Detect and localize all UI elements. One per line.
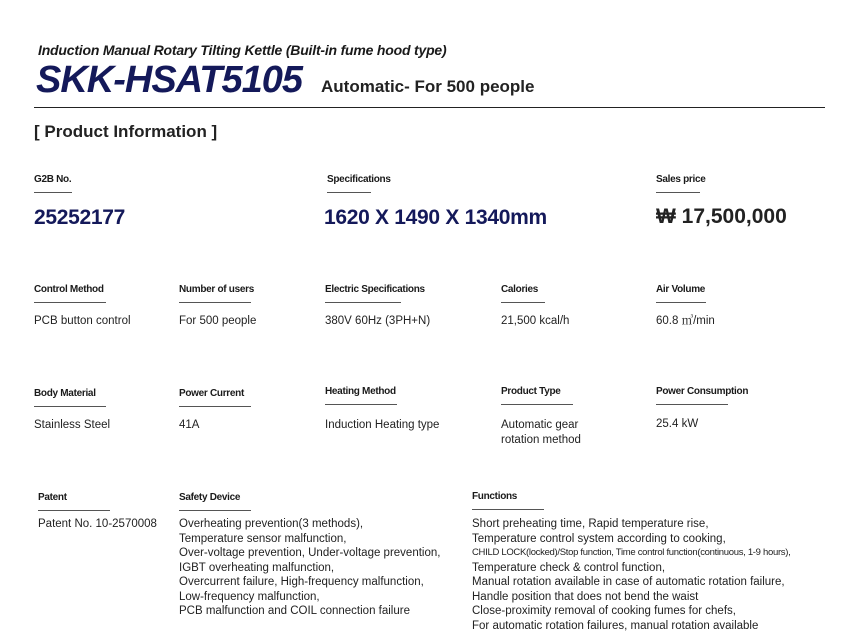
air-volume-field	[656, 279, 706, 303]
heating-method-underline	[325, 404, 397, 405]
number-of-users-field	[179, 279, 254, 303]
g2b-field	[34, 169, 72, 193]
power-consumption-field	[656, 381, 748, 405]
safety-device-item: Over-voltage prevention, Under-voltage prevention,	[179, 547, 441, 559]
power-current-value: 41A	[179, 419, 200, 431]
heating-method-value: Induction Heating type	[325, 419, 440, 431]
number-of-users-value: For 500 people	[179, 315, 257, 327]
functions-item: Close-proximity removal of cooking fumes for chefs,	[472, 605, 736, 617]
safety-device-list	[179, 517, 440, 619]
heating-method-label: Heating Method	[325, 386, 396, 397]
power-current-underline	[179, 406, 251, 407]
patent-value: Patent No. 10-2570008	[38, 518, 157, 530]
specifications-label: Specifications	[327, 174, 391, 185]
specifications-value: 1620 X 1490 X 1340mm	[324, 206, 547, 229]
functions-label: Functions	[472, 491, 518, 502]
section-title: [ Product Information ]	[34, 122, 218, 141]
calories-label: Calories	[501, 284, 539, 295]
functions-item: Handle position that does not bend the waist	[472, 590, 699, 603]
safety-device-underline	[179, 510, 251, 511]
power-consumption-value: 25.4 kW	[656, 418, 699, 430]
specifications-underline	[327, 192, 371, 193]
functions-item: Short preheating time, Rapid temperature rise,	[472, 518, 709, 530]
product-subtitle: Induction Manual Rotary Tilting Kettle (Built-in fume hood type)	[38, 42, 447, 58]
body-material-underline	[34, 406, 106, 407]
sales-price-label: Sales price	[656, 174, 706, 185]
product-type-value	[501, 418, 581, 447]
patent-label: Patent	[38, 492, 67, 503]
patent-underline	[38, 510, 110, 511]
functions-list	[472, 517, 790, 633]
control-method-underline	[34, 302, 106, 303]
number-of-users-underline	[179, 302, 251, 303]
g2b-label: G2B No.	[34, 174, 72, 185]
product-type-value-line: Automatic gear	[501, 419, 579, 431]
calories-value: 21,500 kcal/h	[501, 315, 570, 327]
header-divider	[34, 107, 825, 108]
body-material-field	[34, 383, 106, 407]
product-type-value-line: rotation method	[501, 433, 581, 446]
control-method-label: Control Method	[34, 284, 104, 295]
power-current-label: Power Current	[179, 388, 245, 399]
electric-specifications-field	[325, 279, 425, 303]
functions-item: Temperature control system according to cooking,	[472, 532, 726, 545]
control-method-field	[34, 279, 106, 303]
power-current-field	[179, 383, 251, 407]
air-volume-value: 60.8 ㎥/min	[656, 315, 715, 327]
g2b-underline	[34, 192, 72, 193]
product-type-underline	[501, 404, 573, 405]
calories-underline	[501, 302, 545, 303]
electric-specifications-value: 380V 60Hz (3PH+N)	[325, 315, 431, 327]
air-volume-underline	[656, 302, 706, 303]
functions-item: Temperature check & control function,	[472, 561, 666, 574]
safety-device-item: Low-frequency malfunction,	[179, 590, 320, 603]
air-volume-label: Air Volume	[656, 284, 706, 295]
heating-method-field	[325, 381, 397, 405]
functions-item: Manual rotation available in case of automatic rotation failure,	[472, 576, 785, 588]
specifications-field	[327, 169, 391, 193]
control-method-value: PCB button control	[34, 315, 131, 327]
g2b-value: 25252177	[34, 206, 126, 229]
patent-field	[38, 487, 110, 511]
functions-field	[472, 486, 544, 510]
power-consumption-label: Power Consumption	[656, 386, 749, 397]
safety-device-item: IGBT overheating malfunction,	[179, 561, 335, 574]
safety-device-item: Temperature sensor malfunction,	[179, 532, 347, 545]
functions-item: CHILD LOCK(locked)/Stop function, Time control function(continuous, 1-9 hours),	[472, 547, 791, 558]
safety-device-item: Overheating prevention(3 methods),	[179, 518, 364, 530]
model-number: SKK-HSAT5105	[36, 59, 303, 101]
body-material-label: Body Material	[34, 388, 96, 399]
electric-specifications-label: Electric Specifications	[325, 284, 425, 295]
body-material-value: Stainless Steel	[34, 419, 111, 431]
sales-price-field	[656, 169, 706, 193]
functions-item: For automatic rotation failures, manual rotation available	[472, 619, 759, 632]
safety-device-label: Safety Device	[179, 492, 241, 503]
calories-field	[501, 279, 545, 303]
safety-device-item: Overcurrent failure, High-frequency malfunction,	[179, 576, 424, 588]
electric-specifications-underline	[325, 302, 401, 303]
sales-price-underline	[656, 192, 700, 193]
power-consumption-underline	[656, 404, 728, 405]
safety-device-field	[179, 487, 251, 511]
sales-price-value: ₩ 17,500,000	[656, 205, 787, 228]
safety-device-item: PCB malfunction and COIL connection failure	[179, 605, 410, 617]
number-of-users-label: Number of users	[179, 284, 254, 295]
product-tagline: Automatic- For 500 people	[321, 77, 535, 96]
functions-underline	[472, 509, 544, 510]
product-type-field	[501, 381, 573, 405]
product-type-label: Product Type	[501, 386, 561, 397]
